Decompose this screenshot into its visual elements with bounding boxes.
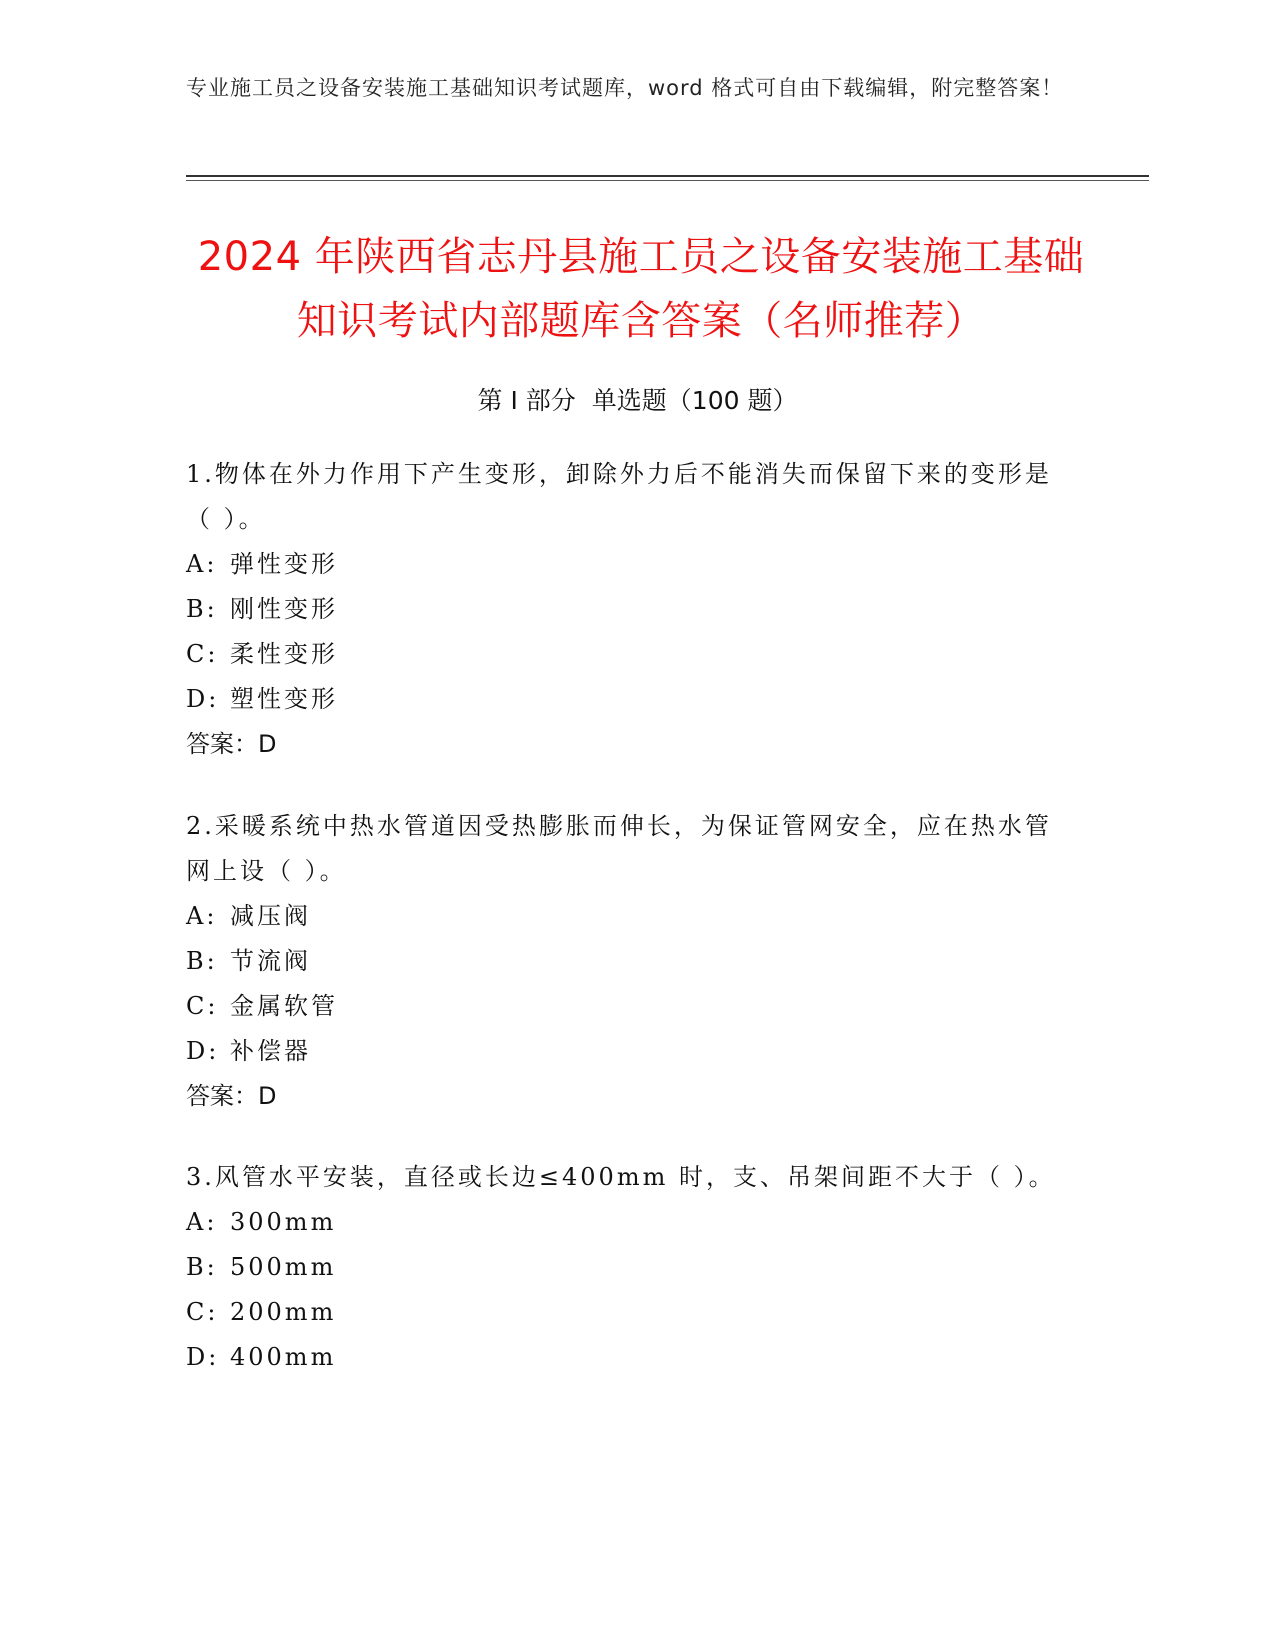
option-text: 补偿器 (230, 1037, 311, 1065)
option-text: 弹性变形 (230, 550, 338, 578)
option-text: 金属软管 (230, 992, 338, 1020)
option-text: 减压阀 (230, 902, 311, 930)
option-b (186, 587, 1066, 632)
option-key: A: (186, 550, 218, 578)
option-key: D: (186, 1037, 220, 1065)
question-3 (186, 1155, 1066, 1380)
document-title: 2024 年陕西省志丹县施工员之设备安装施工基础知识考试内部题库含答案（名师推荐） (197, 234, 1085, 344)
option-a (186, 894, 1066, 939)
option-key: D: (186, 685, 220, 713)
header-divider (186, 175, 1149, 177)
option-text: 节流阀 (230, 947, 311, 975)
option-key: A: (186, 1208, 218, 1236)
option-key: C: (186, 992, 219, 1020)
option-key: B: (186, 595, 218, 623)
option-text: 300mm (230, 1208, 337, 1236)
option-d (186, 677, 1066, 722)
section-name: 单选题（100 题） (591, 386, 798, 415)
question-stem: 1.物体在外力作用下产生变形，卸除外力后不能消失而保留下来的变形是（ ）。 (186, 460, 1052, 533)
option-a (186, 542, 1066, 587)
option-key: D: (186, 1343, 220, 1371)
option-text: 柔性变形 (230, 640, 338, 668)
option-key: C: (186, 640, 219, 668)
section-part: 第 I 部分 (477, 386, 576, 415)
question-2 (186, 804, 1066, 1119)
option-d (186, 1335, 1066, 1380)
option-text: 200mm (230, 1298, 337, 1326)
option-b (186, 939, 1066, 984)
option-key: C: (186, 1298, 219, 1326)
section-heading (0, 383, 1275, 419)
option-c (186, 984, 1066, 1029)
question-stem: 2.采暖系统中热水管道因受热膨胀而伸长，为保证管网安全，应在热水管网上设（ ）。 (186, 812, 1052, 885)
option-key: B: (186, 1253, 218, 1281)
answer: 答案：D (186, 730, 277, 758)
option-key: A: (186, 902, 218, 930)
option-text: 塑性变形 (230, 685, 338, 713)
option-text: 500mm (230, 1253, 337, 1281)
option-text: 400mm (230, 1343, 337, 1371)
header-note: 专业施工员之设备安装施工基础知识考试题库，word 格式可自由下载编辑，附完整答案！ (186, 76, 1064, 100)
option-c (186, 1290, 1066, 1335)
option-d (186, 1029, 1066, 1074)
answer: 答案：D (186, 1082, 277, 1110)
option-c (186, 632, 1066, 677)
question-1 (186, 452, 1066, 767)
question-stem: 3.风管水平安装，直径或长边≤400mm 时，支、吊架间距不大于（ ）。 (186, 1163, 1056, 1191)
option-key: B: (186, 947, 218, 975)
option-a (186, 1200, 1066, 1245)
header-divider-thin (186, 180, 1149, 181)
option-text: 刚性变形 (230, 595, 338, 623)
option-b (186, 1245, 1066, 1290)
